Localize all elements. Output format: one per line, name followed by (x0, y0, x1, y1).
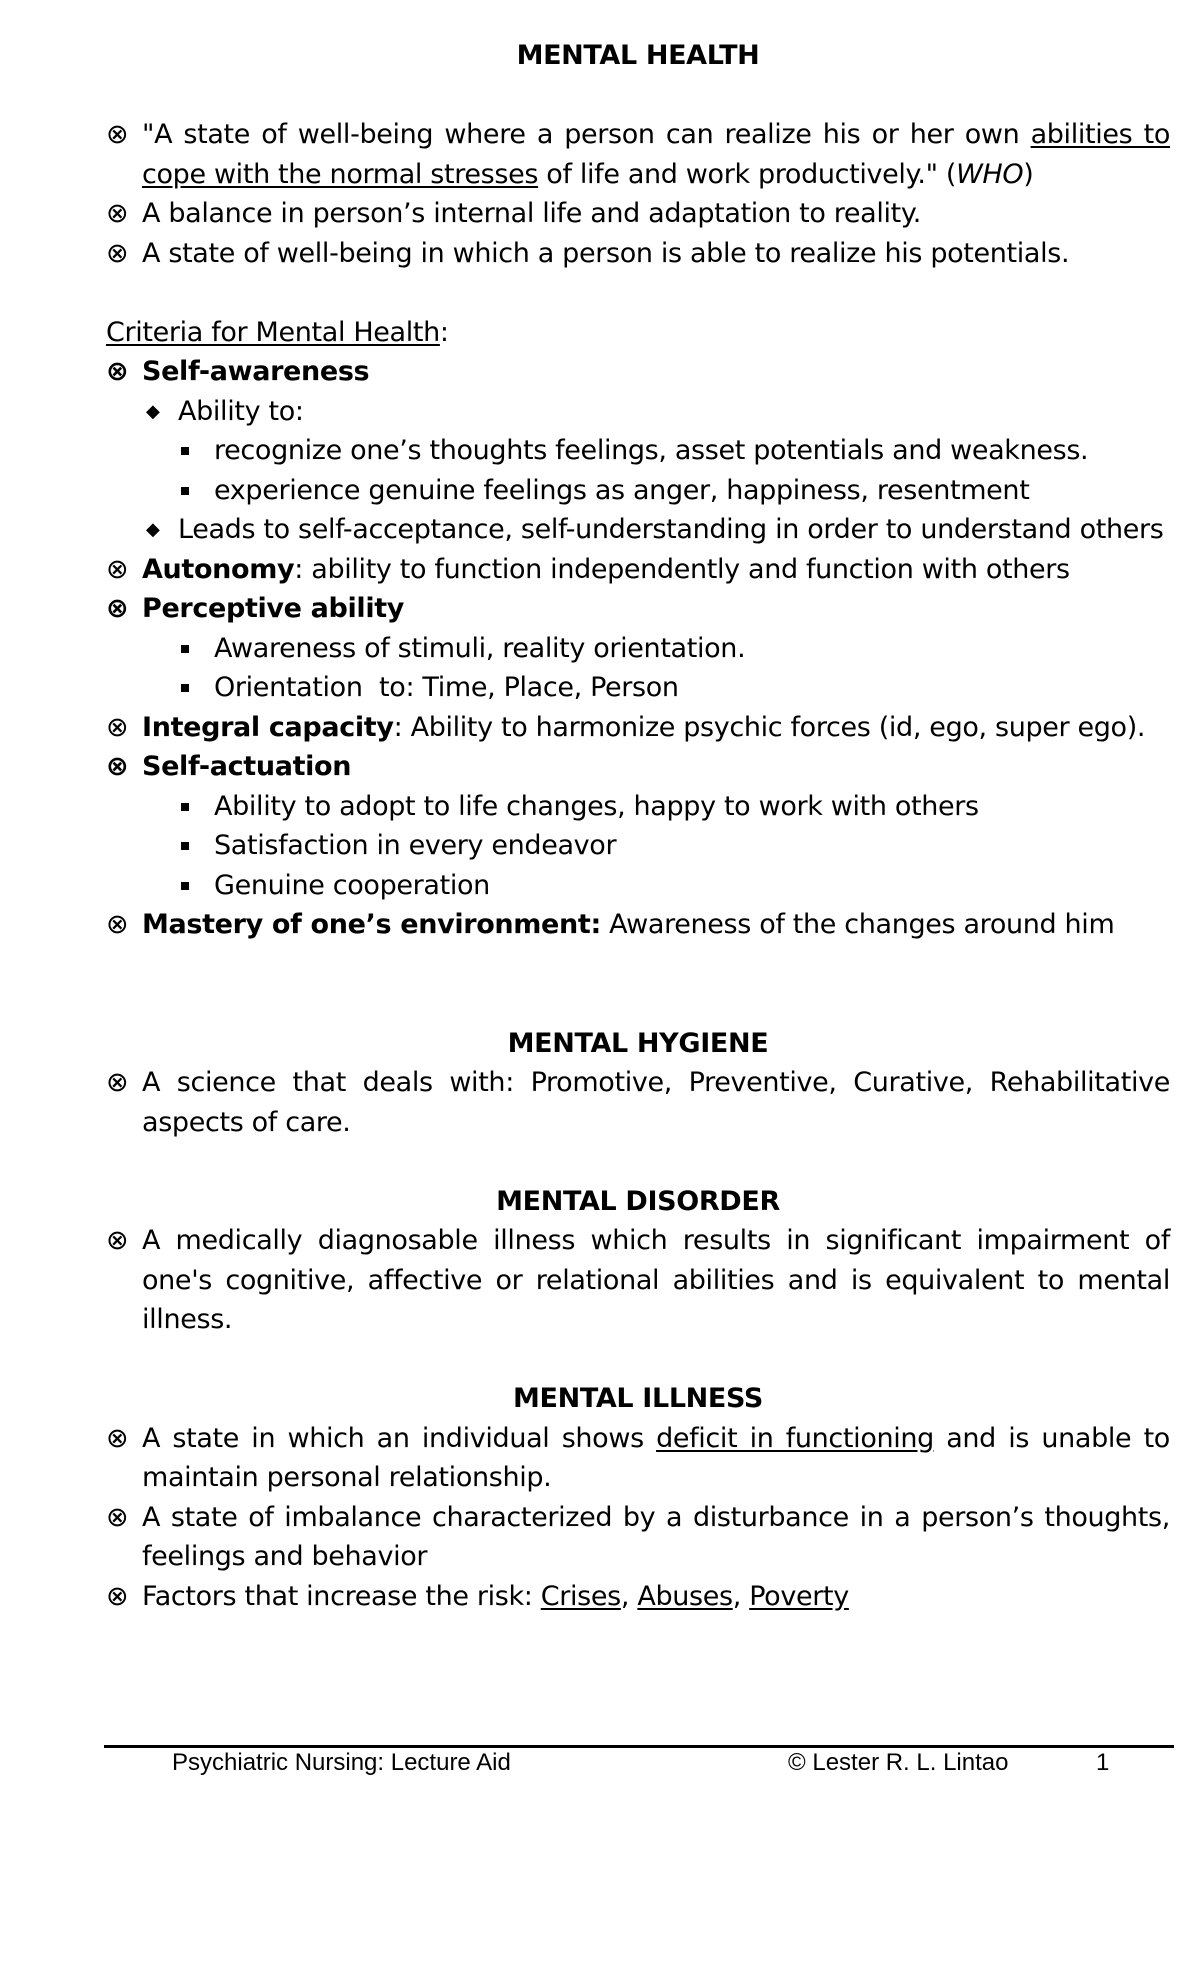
mental-health-definition-balance: ⊗ A balance in person’s internal life and adaptation to reality. (106, 194, 1170, 234)
self-awareness-leads-to: ◆ Leads to self-acceptance, self-understanding in order to understand others (106, 510, 1170, 550)
criterion-autonomy: ⊗ Autonomy: ability to function independently and function with others (106, 550, 1170, 590)
list-item: Orientation to: Time, Place, Person (106, 668, 1170, 708)
mental-illness-risk-factors: ⊗ Factors that increase the risk: Crises, Abuses, Poverty (106, 1577, 1170, 1617)
criterion-integral-capacity: ⊗ Integral capacity: Ability to harmonize psychic forces (id, ego, super ego). (106, 708, 1170, 748)
mental-health-definition-who: ⊗ "A state of well-being where a person can realize his or her own abilities to cope with the normal stresses of life and work productively." (WHO) (106, 115, 1170, 194)
mental-health-definition-potentials: ⊗ A state of well-being in which a person is able to realize his potentials. (106, 234, 1170, 274)
criterion-mastery: ⊗ Mastery of one’s environment: Awareness of the changes around him (106, 905, 1170, 945)
section-title-mental-health: MENTAL HEALTH (516, 40, 760, 71)
criteria-heading: Criteria for Mental Health: (106, 316, 449, 348)
list-item: experience genuine feelings as anger, happiness, resentment (106, 471, 1170, 511)
list-item: Ability to adopt to life changes, happy to work with others (106, 787, 1170, 827)
section-title-mental-illness: MENTAL ILLNESS (512, 1383, 763, 1414)
risk-factor: Crises (540, 1580, 621, 1612)
mental-disorder-definition: ⊗ A medically diagnosable illness which results in significant impairment of one's cognitive, affective or relational abilities and is equivalent to mental illness. (106, 1221, 1170, 1340)
list-item: Genuine cooperation (106, 866, 1170, 906)
section-title-mental-disorder: MENTAL DISORDER (496, 1185, 780, 1217)
criterion-self-awareness: ⊗ Self-awareness (106, 352, 1170, 392)
footer-course: Psychiatric Nursing: Lecture Aid (172, 1749, 511, 1776)
list-item: Awareness of stimuli, reality orientation. (106, 629, 1170, 669)
risk-factor: Abuses (637, 1580, 733, 1612)
self-awareness-ability-to: ◆ Ability to: (106, 392, 1170, 432)
risk-factor: Poverty (749, 1580, 849, 1612)
section-title-mental-hygiene: MENTAL HYGIENE (507, 1027, 769, 1059)
footer-page-number: 1 (1096, 1749, 1110, 1776)
list-item: recognize one’s thoughts feelings, asset potentials and weakness. (106, 431, 1170, 471)
list-item: Satisfaction in every endeavor (106, 826, 1170, 866)
criterion-self-actuation: ⊗ Self-actuation (106, 747, 1170, 787)
mental-illness-definition-imbalance: ⊗ A state of imbalance characterized by a disturbance in a person’s thoughts, feelings and behavior (106, 1498, 1170, 1577)
mental-hygiene-definition: ⊗ A science that deals with: Promotive, Preventive, Curative, Rehabilitative aspects of care. (106, 1063, 1170, 1142)
mental-illness-definition-deficit: ⊗ A state in which an individual shows deficit in functioning and is unable to maintain personal relationship. (106, 1419, 1170, 1498)
criterion-perceptive-ability: ⊗ Perceptive ability (106, 589, 1170, 629)
footer-copyright: © Lester R. L. Lintao (788, 1749, 1009, 1776)
document-body (106, 36, 1170, 1616)
